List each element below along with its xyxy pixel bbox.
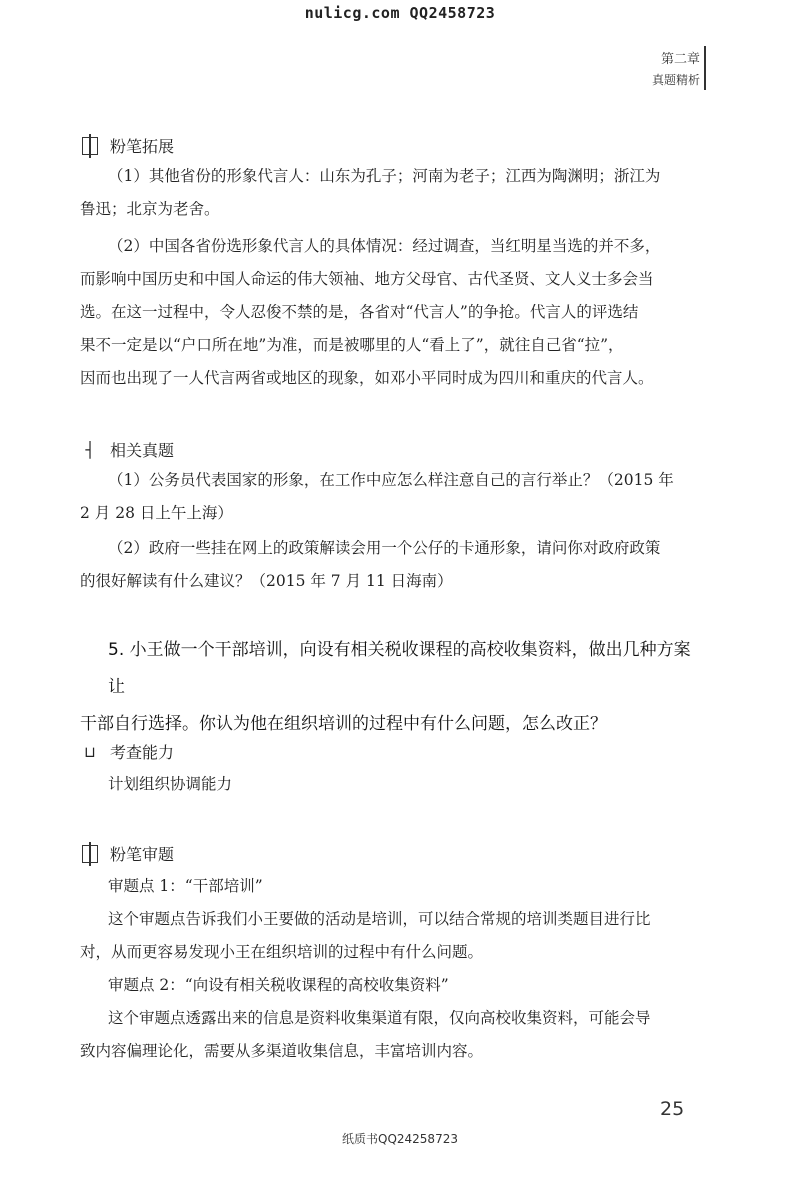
related-question-1	[80, 464, 692, 530]
text-line: 选。在这一过程中，令人忍俊不禁的是，各省对“代言人”的争抢。代言人的评选结	[80, 303, 639, 321]
review-icon	[80, 844, 100, 864]
chapter-header	[652, 50, 700, 90]
chapter-title: 第二章	[660, 52, 700, 67]
text-line: 这个审题点告诉我们小王要做的活动是培训，可以结合常规的培训类题目进行比	[108, 910, 651, 928]
review-content	[80, 870, 692, 1068]
text-line: 致内容偏理论化，需要从多渠道收集信息，丰富培训内容。	[80, 1042, 484, 1060]
text-line: （1）其他省份的形象代言人：山东为孔子；河南为老子；江西为陶渊明；浙江为	[108, 167, 661, 185]
top-watermark: nulicg.com QQ2458723	[304, 4, 496, 22]
section-heading-related	[80, 438, 174, 461]
text-line: （1）公务员代表国家的形象，在工作中应怎么样注意自己的言行举止？（2015 年	[108, 471, 674, 489]
chapter-divider	[704, 46, 706, 90]
section-heading-extension-label: 粉笔拓展	[110, 137, 175, 156]
text-line: 这个审题点透露出来的信息是资料收集渠道有限，仅向高校收集资料，可能会导	[108, 1009, 651, 1027]
text-line: 的很好解读有什么建议？（2015 年 7 月 11 日海南）	[80, 572, 453, 590]
text-line: 对，从而更容易发现小王在组织培训的过程中有什么问题。	[80, 943, 484, 961]
question-line: 干部自行选择。你认为他在组织培训的过程中有什么问题，怎么改正？	[80, 714, 607, 734]
text-line: 鲁迅；北京为老舍。	[80, 200, 220, 218]
extension-paragraph-2	[80, 230, 692, 395]
text-line: 2 月 28 日上午上海）	[80, 504, 233, 522]
review-point-1-title: 审题点 1：“干部培训”	[108, 877, 263, 895]
text-line: 因而也出现了一人代言两省或地区的现象，如邓小平同时成为四川和重庆的代言人。	[80, 369, 654, 387]
section-heading-related-label: 相关真题	[110, 441, 175, 460]
chapter-subtitle: 真题精析	[651, 73, 700, 87]
page-number: 25	[660, 1098, 685, 1120]
bottom-watermark: 纸质书QQ24258723	[342, 1132, 458, 1146]
extension-icon	[80, 136, 100, 156]
related-question-2	[80, 532, 692, 598]
extension-paragraph-1	[80, 160, 692, 226]
section-heading-extension	[80, 134, 174, 157]
section-heading-review	[80, 842, 174, 865]
related-icon: ┤	[85, 440, 95, 459]
text-line: （2）中国各省份选形象代言人的具体情况：经过调查，当红明星当选的并不多，	[108, 237, 661, 255]
review-point-2-title: 审题点 2：“向设有相关税收课程的高校收集资料”	[108, 976, 449, 994]
text-line: （2）政府一些挂在网上的政策解读会用一个公仔的卡通形象，请问你对政府政策	[108, 539, 661, 557]
text-line: 而影响中国历史和中国人命运的伟大领袖、地方父母官、古代圣贤、文人义士多会当	[80, 270, 654, 288]
question-line: 5. 小王做一个干部培训，向设有相关税收课程的高校收集资料，做出几种方案让	[108, 640, 691, 697]
ability-icon: ⊔	[84, 742, 96, 761]
section-heading-review-label: 粉笔审题	[110, 845, 175, 864]
section-heading-ability-label: 考查能力	[110, 743, 175, 762]
ability-text: 计划组织协调能力	[108, 775, 233, 793]
section-heading-ability	[80, 740, 174, 763]
text-line: 果不一定是以“户口所在地”为准，而是被哪里的人“看上了”，就往自己省“拉”，	[80, 336, 624, 354]
question-5	[80, 632, 695, 743]
